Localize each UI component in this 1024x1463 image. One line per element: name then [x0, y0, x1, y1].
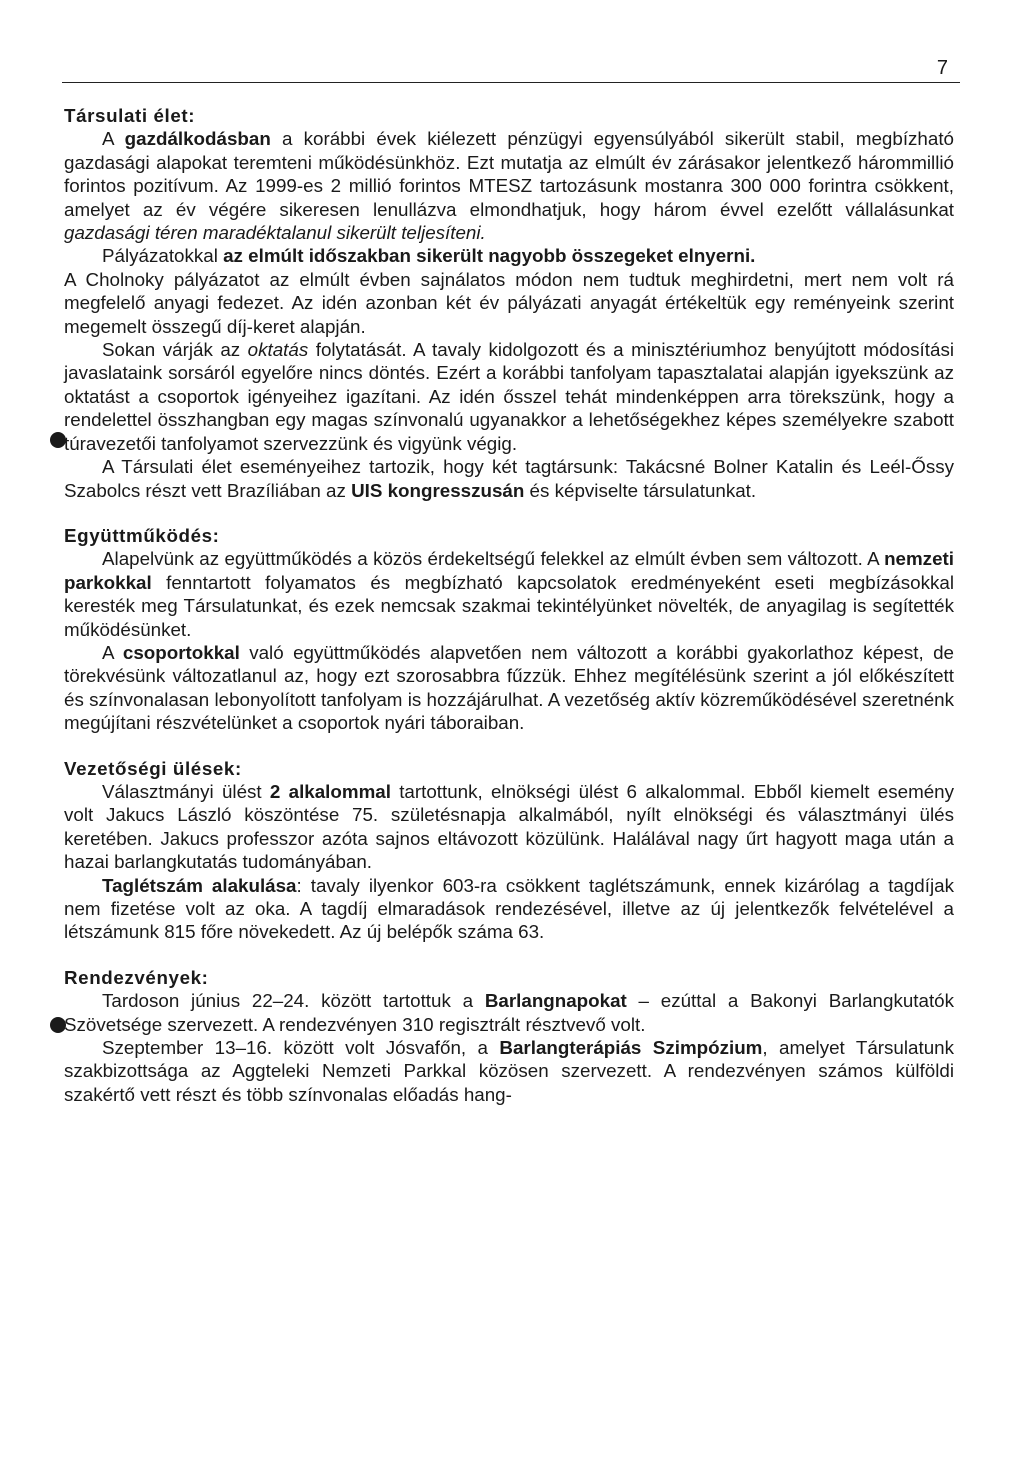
document-body	[64, 104, 954, 1106]
header-rule	[62, 82, 960, 83]
paragraph: A Cholnoky pályázatot az elmúlt évben sajnálatos módon nem tudtuk meghirdetni, mert nem volt rá megfelelő anyagi fedezet. Az idén azonban két év pályázati anyagát értékeltük egy reményeink szerint megemelt összegű díj-keret alapján.	[64, 268, 954, 337]
section-heading-egyuttmukodes: Együttműködés:	[64, 524, 220, 546]
paragraph: Pályázatokkal az elmúlt időszakban sikerült nagyobb összegeket elnyerni.	[102, 245, 756, 267]
section-heading-tarsulati: Társulati élet:	[64, 105, 196, 126]
paragraph: Taglétszám alakulása: tavaly ilyenkor 603-ra csökkent taglétszámunk, ennek kizárólag a tagdíjak nem fizetése volt az oka. A tagdíj elmaradások rendezésével, illetve az új jelentkezők felvételével a létszámunk 815 főre növekedett. Az új belépők száma 63.	[64, 874, 954, 943]
paragraph: Szeptember 13–16. között volt Jósvafőn, a Barlangterápiás Szimpózium, amelyet Társulatunk szakbizottsága az Aggteleki Nemzeti Parkkal közösen szervezett. A rendezvényen számos külföldi szakértő vett részt és több színvonalas előadás hang-	[64, 1037, 954, 1105]
section-heading-rendezvenyek: Rendezvények:	[64, 966, 209, 988]
paragraph: Sokan várják az oktatás folytatását. A tavaly kidolgozott és a minisztériumhoz benyújtott módosítási javaslataink sorsáról egyelőre nincs döntés. Ezért a korábbi tanfolyam tapasztalatai alapján igyekszünk az oktatást a csoportok igényeihez igazítani. Az idén ősszel tehát mindenképpen arra törekszünk, hogy a rendelettel összhangban egy magas színvonalú ugyanakkor a lehetőségekhez képes személyekre szabott túravezetői tanfolyamot szervezzünk és vigyünk végig.	[64, 339, 955, 454]
paragraph: A Társulati élet eseményeihez tartozik, hogy két tagtársunk: Takácsné Bolner Katalin és Leél-Őssy Szabolcs részt vett Brazíliában az UIS kongresszusán és képviselte társulatunkat.	[64, 456, 954, 501]
section-heading-vezetosegi: Vezetőségi ülések:	[64, 757, 242, 779]
paragraph: A gazdálkodásban a korábbi évek kiélezett pénzügyi egyensúlyából sikerült stabil, megbízható gazdasági alapokat teremteni működésünkhöz. Ezt mutatja az elmúlt év zárásakor jelentkező hárommillió forintos pozitívum. Az 1999-es 2 millió forintos MTESZ tartozásunk mostanra 300 000 forintra csökkent, amelyet az év végére sikeresen lenullázva elmondhatjuk, hogy három évvel ezelőtt vállalásunkat gazdasági téren maradéktalanul sikerült teljesíteni.	[64, 128, 954, 244]
page-number: 7	[936, 57, 948, 79]
paragraph: Választmányi ülést 2 alkalommal tartottunk, elnökségi ülést 6 alkalommal. Ebből kiemelt esemény volt Jakucs László köszöntése 75. születésnapja alkalmából, nyílt elnökségi és választmányi ülés keretében. Jakucs professzor azóta sajnos eltávozott közülünk. Halálával nagy űrt hagyott maga után a hazai barlangkutatás tudományában.	[64, 780, 954, 873]
paragraph: Alapelvünk az együttműködés a közös érdekeltségű felekkel az elmúlt évben sem változott. A nemzeti parkokkal fenntartott folyamatos és megbízható kapcsolatok eredményeként eseti megbízásokkal keresték meg Társulatunkat, és ezek nemcsak szakmai tekintélyünket növelték, de anyagilag is segítették működésünket.	[64, 548, 954, 640]
paragraph: Tardoson június 22–24. között tartottuk a Barlangnapokat – ezúttal a Bakonyi Barlangkutatók Szövetsége szervezett. A rendezvényen 310 regisztrált résztvevő volt.	[64, 990, 954, 1035]
paragraph: A csoportokkal való együttműködés alapvetően nem változott a korábbi gyakorlathoz képest, de törekvésünk változatlanul az, hogy ezt szorosabbra fűzzük. Ehhez megítélésünk szerint a jól előkészített és színvonalasan lebonyolított tanfolyam is hozzájárulhat. A vezetőség aktív közreműködésével szeretnénk megújítani részvételünket a csoportok nyári táboraiban.	[64, 641, 955, 734]
